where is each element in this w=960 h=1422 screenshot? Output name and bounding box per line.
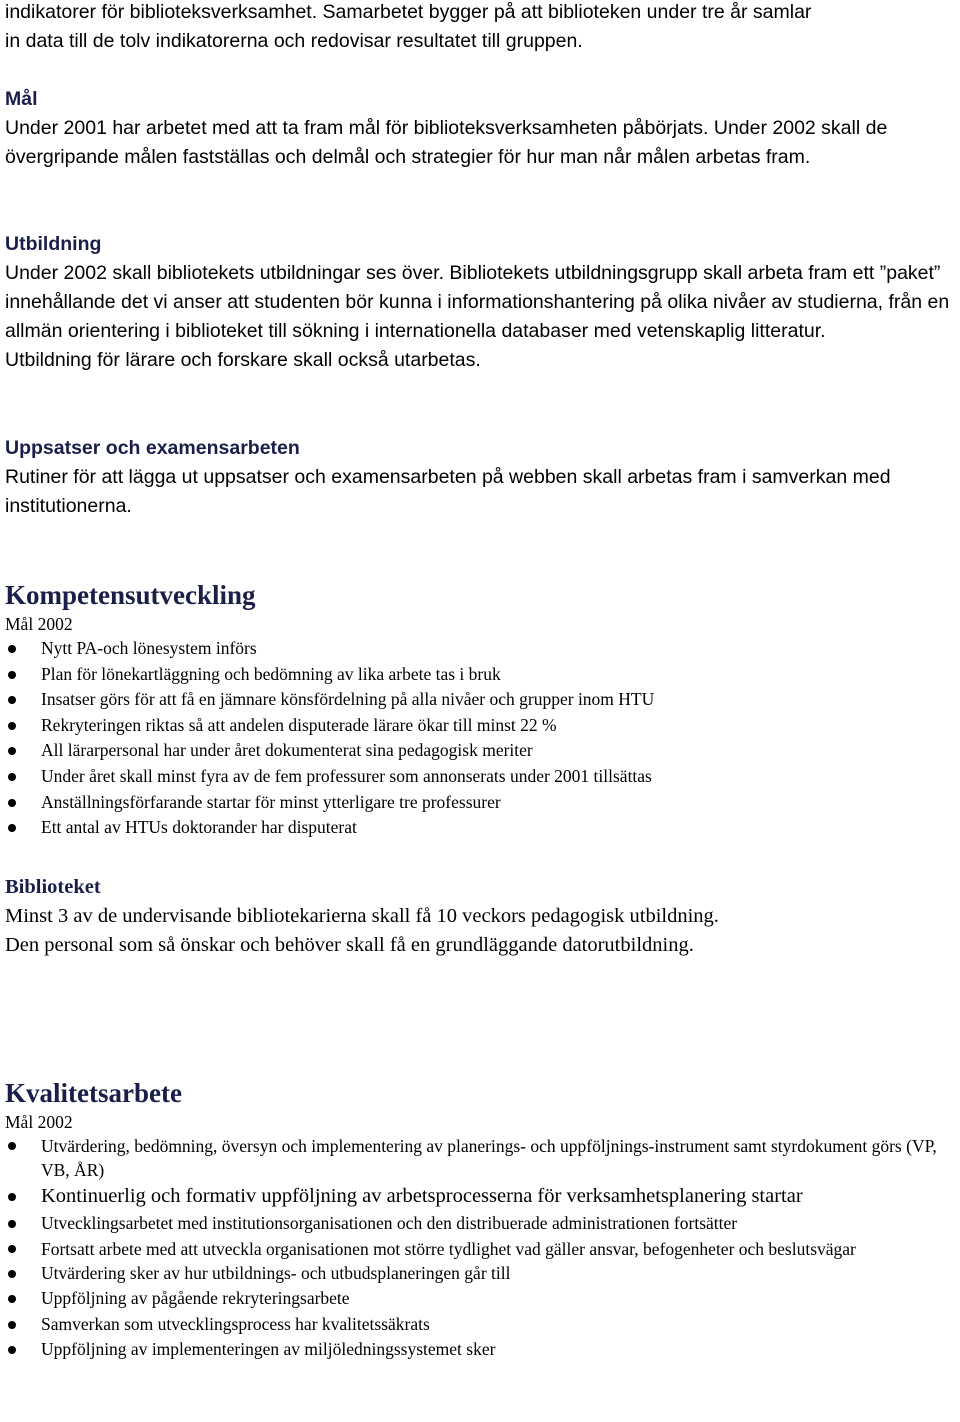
bullet-icon (8, 1295, 16, 1303)
section-utbildning (5, 230, 955, 375)
list-item (5, 738, 955, 764)
list-item-text: Uppföljning av implementeringen av miljöledningssystemet sker (41, 1339, 496, 1360)
list-item (5, 1337, 950, 1363)
biblioteket-line-1: Minst 3 av de undervisande bibliotekarierna skall få 10 veckors pedagogisk utbildning. (5, 905, 719, 927)
section-biblioteket (5, 873, 955, 960)
list-item (5, 1134, 950, 1182)
list-item-text: Kontinuerlig och formativ uppföljning av arbetsprocesserna för verksamhetsplanering startar (41, 1185, 803, 1207)
intro-line-2: in data till de tolv indikatorerna och redovisar resultatet till gruppen. (5, 30, 583, 52)
list-item-text: Rekryteringen riktas så att andelen disputerade lärare ökar till minst 22 % (41, 714, 557, 735)
kompetens-list (5, 636, 955, 841)
section-text-utbildning-2: Utbildning för lärare och forskare skall också utarbetas. (5, 349, 481, 371)
bullet-icon (8, 773, 16, 781)
section-kompetensutveckling (5, 578, 955, 841)
list-item-text: Utvärdering, bedömning, översyn och implementering av planerings- och uppföljnings-instrument samt styrdokument görs (VP, VB, ÅR) (41, 1136, 937, 1180)
bullet-icon (8, 696, 16, 704)
section-heading-biblioteket: Biblioteket (5, 876, 101, 898)
list-item (5, 687, 955, 713)
list-item (5, 815, 955, 841)
bullet-icon (8, 671, 16, 679)
list-item (5, 1312, 950, 1338)
list-item (5, 713, 955, 739)
list-item-text: Insatser görs för att få en jämnare könsfördelning på alla nivåer och grupper inom HTU (41, 689, 655, 710)
list-item-text: Under året skall minst fyra av de fem professurer som annonserats under 2001 tillsättas (41, 765, 652, 786)
bullet-icon (8, 1220, 16, 1228)
bullet-icon (8, 722, 16, 730)
section-heading-kompetensutveckling: Kompetensutveckling (5, 580, 256, 610)
bullet-icon (8, 1321, 16, 1329)
list-item (5, 790, 955, 816)
kvalitet-subheading: Mål 2002 (5, 1112, 73, 1132)
list-item-text: Plan för lönekartläggning och bedömning av lika arbete tas i bruk (41, 663, 501, 684)
list-item-text: Anställningsförfarande startar för minst ytterligare tre professurer (41, 791, 501, 812)
bullet-icon (8, 1270, 16, 1278)
kompetens-subheading: Mål 2002 (5, 614, 73, 634)
kvalitet-list (5, 1134, 950, 1363)
intro-paragraph (5, 0, 960, 56)
list-item-text: Utvecklingsarbetet med institutionsorganisationen och den distribuerade administrationen fortsätter (41, 1213, 738, 1233)
bullet-icon (8, 645, 16, 653)
list-item-text: Fortsatt arbete med att utveckla organisationen mot större tydlighet vad gäller ansvar, befogenheter och beslutsvägar (41, 1238, 856, 1259)
list-item-text: All lärarpersonal har under året dokumenterat sina pedagogisk meriter (41, 740, 533, 761)
intro-line-1: indikatorer för biblioteksverksamhet. Samarbetet bygger på att biblioteken under tre år samlar (5, 1, 812, 23)
section-uppsatser (5, 434, 950, 521)
section-heading-utbildning: Utbildning (5, 233, 102, 255)
bullet-icon (8, 1193, 16, 1201)
bullet-icon (8, 1245, 16, 1253)
section-heading-kvalitetsarbete: Kvalitetsarbete (5, 1078, 182, 1108)
list-item-text: Uppföljning av pågående rekryteringsarbete (41, 1288, 350, 1309)
list-item-text: Ett antal av HTUs doktorander har disputerat (41, 817, 357, 838)
bullet-icon (8, 799, 16, 807)
list-item (5, 1261, 950, 1287)
section-heading-mal: Mål (5, 88, 38, 110)
list-item-text: Nytt PA-och lönesystem införs (41, 638, 257, 658)
list-item (5, 1237, 950, 1261)
section-text-mal: Under 2001 har arbetet med att ta fram mål för biblioteksverksamheten påbörjats. Under 2002 skall de övergripande målen fastställas och delmål och strategier för hur man når målen arbetas fram. (5, 117, 888, 168)
section-mal (5, 85, 950, 172)
biblioteket-line-2: Den personal som så önskar och behöver skall få en grundläggande datorutbildning. (5, 934, 694, 956)
bullet-icon (8, 1142, 16, 1150)
section-heading-uppsatser: Uppsatser och examensarbeten (5, 437, 300, 459)
bullet-icon (8, 824, 16, 832)
list-item (5, 636, 955, 662)
list-item (5, 1211, 950, 1237)
list-item (5, 764, 955, 790)
list-item-text: Samverkan som utvecklingsprocess har kvalitetssäkrats (41, 1313, 430, 1334)
section-text-uppsatser: Rutiner för att lägga ut uppsatser och examensarbeten på webben skall arbetas fram i samverkan med institutionerna. (5, 466, 891, 517)
list-item (5, 662, 955, 688)
list-item (5, 1182, 950, 1211)
list-item-text: Utvärdering sker av hur utbildnings- och utbudsplaneringen går till (41, 1262, 511, 1283)
section-kvalitetsarbete (5, 1076, 950, 1363)
list-item (5, 1286, 950, 1312)
bullet-icon (8, 1346, 16, 1354)
bullet-icon (8, 747, 16, 755)
section-text-utbildning: Under 2002 skall bibliotekets utbildningar ses över. Bibliotekets utbildningsgrupp skall arbeta fram ett ”paket” innehållande det vi anser att studenten bör kunna i informationshantering på olika nivåer av studierna, från en allmän orientering i biblioteket till sökning i internationella databaser med vetenskaplig litteratur. (5, 262, 950, 342)
